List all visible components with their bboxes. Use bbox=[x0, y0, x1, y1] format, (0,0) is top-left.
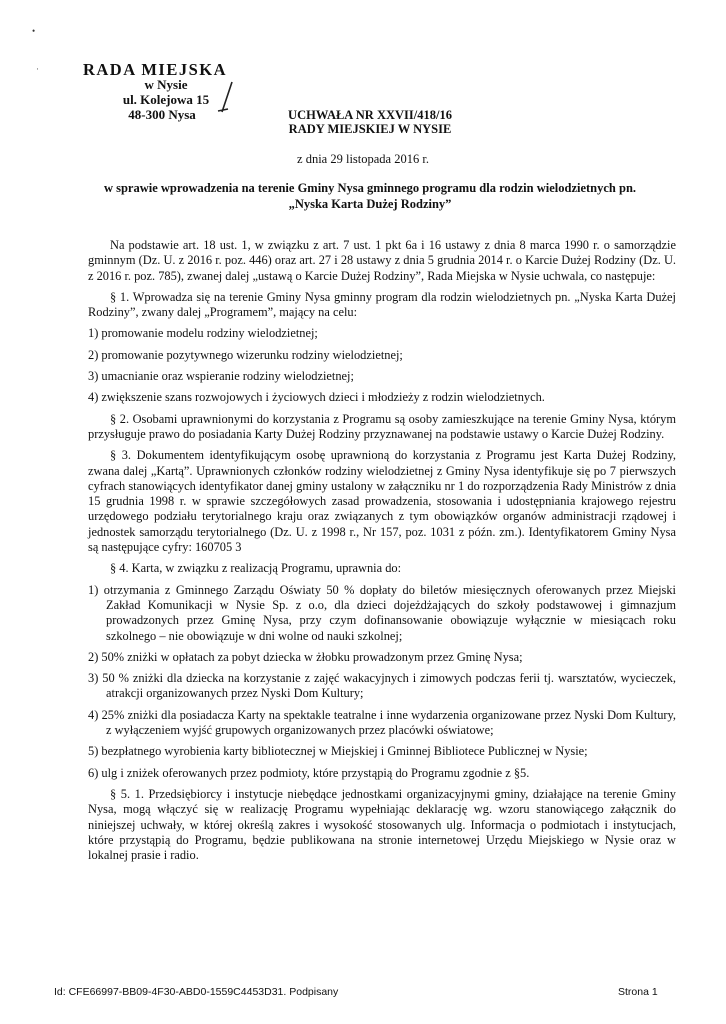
council-city: w Nysie bbox=[144, 77, 188, 92]
resolution-subject bbox=[60, 180, 680, 212]
section-4-item: 6) ulg i zniżek oferowanych przez podmioty, które przystąpią do Programu zgodnie z §5. bbox=[88, 765, 530, 780]
section-4-item: 4) 25% zniżki dla posiadacza Karty na spektakle teatralne i inne wydarzenia organizowane przez Nyski Dom Kultury, z wyłączeniem wyjść grupowych organizowanych przez placówki oświatowe; bbox=[88, 707, 676, 738]
section-1-intro: § 1. Wprowadza się na terenie Gminy Nysa gminny program dla rodzin wielodzietnych pn. „Nyska Karta Dużej Rodziny”, zwany dalej „Programem”, mający na celu: bbox=[88, 289, 676, 320]
subject-line-1: w sprawie wprowadzenia na terenie Gminy Nysa gminnego programu dla rodzin wielodzietnych pn. bbox=[103, 181, 637, 195]
section-1-item: 1) promowanie modelu rodziny wielodzietnej; bbox=[88, 326, 318, 341]
section-4-item: 2) 50% zniżki w opłatach za pobyt dziecka w żłobku prowadzonym przez Gminę Nysa; bbox=[88, 649, 523, 664]
scan-dot-mark: · bbox=[36, 64, 39, 74]
resolution-body bbox=[88, 238, 676, 869]
section-2-paragraph: § 2. Osobami uprawnionymi do korzystania z Programu są osoby zamieszkujące na terenie Gminy Nysa, którym przysługuje prawo do posiadania Karty Dużej Rodziny przyznawanej na podstawie ustawy o Karcie Dużej Rodziny. bbox=[88, 411, 676, 441]
section-1-item: 3) umacnianie oraz wspieranie rodziny wielodzietnej; bbox=[88, 369, 354, 384]
resolution-date: z dnia 29 listopada 2016 r. bbox=[297, 152, 429, 166]
section-4-item: 5) bezpłatnego wyrobienia karty bibliotecznej w Miejskiej i Gminnej Bibliotece Publicznej w Nysie; bbox=[88, 744, 588, 759]
section-5-paragraph: § 5. 1. Przedsiębiorcy i instytucje niebędące jednostkami organizacyjnymi gminy, działające na terenie Gminy Nysa, mogą włączyć się w realizację Programu wypełniając deklarację wg. wzoru stanowiącego załącznik do niniejszej uchwały, w której określą zakres i wysokość stosowanych ulg. Informacja o podmiotach i instytucjach, które przystąpią do Programu, będzie publikowana na stronie internetowej Urzędu Miejskiego w Nysie oraz w lokalnej prasie i radio. bbox=[88, 786, 676, 863]
council-stamp bbox=[80, 62, 230, 122]
section-4-item: 3) 50 % zniżki dla dziecka na korzystanie z zajęć wakacyjnych i zimowych podczas ferii tj. warsztatów, wycieczek, atrakcji organizowanych przez Nyski Dom Kultury; bbox=[88, 671, 676, 701]
resolution-issuer: RADY MIEJSKIEJ W NYSIE bbox=[288, 122, 452, 136]
subject-line-2: „Nyska Karta Dużej Rodziny” bbox=[288, 197, 452, 211]
scan-dot-mark: • bbox=[32, 26, 36, 36]
council-name: RADA MIEJSKA bbox=[82, 60, 228, 79]
page-number: Strona 1 bbox=[618, 986, 658, 998]
document-id: Id: CFE66997-BB09-4F30-ABD0-1559C4453D31. Podpisany bbox=[54, 986, 339, 998]
resolution-number: UCHWAŁA NR XXVII/418/16 bbox=[288, 108, 452, 122]
section-4-intro: § 4. Karta, w związku z realizacją Programu, uprawnia do: bbox=[110, 561, 402, 576]
section-4-item: 1) otrzymania z Gminnego Zarządu Oświaty 50 % dopłaty do biletów miesięcznych oferowanych przez Miejski Zakład Komunikacji w Nysie Sp. z o.o, dla dzieci dojeżdżających do szkoły podstawowej i gimnazjum prowadzonych przez Gminę Nysa, przy czym dofinansowanie obowiązuje wyłącznie w miesiącach roku szkolnego – nie obowiązuje w dni wolne od nauki szkolnej; bbox=[88, 582, 676, 643]
preamble-paragraph: Na podstawie art. 18 ust. 1, w związku z art. 7 ust. 1 pkt 6a i 16 ustawy z dnia 8 marca 1990 r. o samorządzie gminnym (Dz. U. z 2016 r. poz. 446) oraz art. 27 i 28 ustawy z dnia 5 grudnia 2014 r. o Karcie Dużej Rodziny (Dz. U. z 2016 r. poz. 785), zwanej dalej „ustawą o Karcie Dużej Rodziny”, Rada Miejska w Nysie uchwala, co następuje: bbox=[88, 238, 676, 283]
section-3-paragraph: § 3. Dokumentem identyfikującym osobę uprawnioną do korzystania z Programu jest Karta Dużej Rodziny, zwana dalej „Kartą”. Uprawnionych członków rodziny wielodzietnej z Gminy Nysa identyfikuje się po 7 pierwszych cyfrach stanowiących identyfikator danej gminy ustalony w załączniku nr 1 do rozporządzenia Rady Ministrów z dnia 15 grudnia 1998 r. w sprawie szczegółowych zasad prowadzenia, stosowania i udostępniania krajowego rejestru urzędowego podziału terytorialnego kraju oraz związanych z tym obowiązków organów administracji rządowej i jednostek samorządu terytorialnego (Dz. U. z 1998 r., Nr 157, poz. 1031 z późn. zm.). Identyfikatorem Gminy Nysa są następujące cyfry: 160705 3 bbox=[88, 448, 676, 555]
section-1-item: 4) zwiększenie szans rozwojowych i życiowych dzieci i młodzieży z rodzin wielodzietnych. bbox=[88, 390, 545, 405]
resolution-title bbox=[260, 108, 480, 136]
address-postal: 48-300 Nysa bbox=[128, 107, 196, 122]
section-1-item: 2) promowanie pozytywnego wizerunku rodziny wielodzietnej; bbox=[88, 347, 403, 362]
address-street: ul. Kolejowa 15 bbox=[122, 92, 210, 107]
handwritten-slash-mark bbox=[210, 78, 240, 118]
